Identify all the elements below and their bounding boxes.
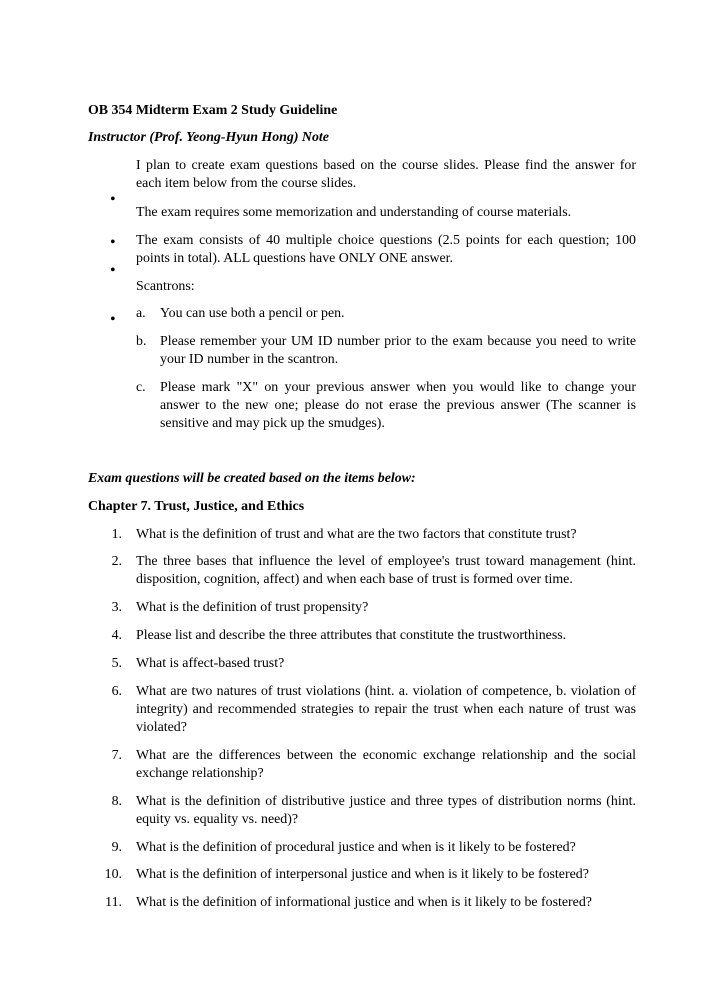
question-text: What is the definition of trust and what are the two factors that constitute trust? bbox=[136, 527, 577, 542]
question-number: 1. bbox=[111, 527, 122, 542]
note-item: The exam consists of 40 multiple choice questions (2.5 points for each question; 100 points in total). ALL questions have ONLY ONE answer. bbox=[136, 233, 636, 266]
question-number: 8. bbox=[111, 794, 122, 809]
question-text: What is the definition of interpersonal justice and when is it likely to be fostered? bbox=[136, 867, 589, 882]
question-number: 3. bbox=[111, 600, 122, 615]
question-text: What is the definition of procedural justice and when is it likely to be fostered? bbox=[136, 840, 576, 855]
document-title: OB 354 Midterm Exam 2 Study Guideline bbox=[88, 103, 338, 118]
note-item: The exam requires some memorization and understanding of course materials. bbox=[136, 205, 572, 220]
question-text: What is the definition of trust propensity? bbox=[136, 600, 369, 615]
question-text: Please list and describe the three attributes that constitute the trustworthiness. bbox=[136, 628, 567, 643]
question-number: 2. bbox=[111, 554, 122, 569]
instructor-note-heading: Instructor (Prof. Yeong-Hyun Hong) Note bbox=[88, 130, 329, 145]
scantron-item: Please remember your UM ID number prior to the exam because you need to write your ID number in the scantron. bbox=[160, 334, 636, 367]
question-text: What is the definition of distributive justice and three types of distribution norms (hint. equity vs. equality vs. need)? bbox=[136, 794, 636, 827]
note-item: I plan to create exam questions based on the course slides. Please find the answer for each item below from the course slides. bbox=[136, 158, 636, 191]
bullet-3: • bbox=[110, 262, 116, 279]
question-text: What is affect-based trust? bbox=[136, 656, 285, 671]
question-text: What is the definition of informational justice and when is it likely to be fostered? bbox=[136, 895, 592, 910]
scantron-item: Please mark "X" on your previous answer when you would like to change your answer to the new one; please do not erase the previous answer (The scanner is sensitive and may pick up the smudges). bbox=[160, 380, 636, 431]
question-text: What are the differences between the economic exchange relationship and the social exchange relationship? bbox=[136, 748, 636, 781]
question-number: 4. bbox=[111, 628, 122, 643]
question-number: 9. bbox=[111, 840, 122, 855]
question-number: 10. bbox=[104, 867, 122, 882]
question-number: 5. bbox=[111, 656, 122, 671]
scantron-marker: a. bbox=[136, 306, 146, 321]
chapter-heading: Chapter 7. Trust, Justice, and Ethics bbox=[88, 499, 305, 514]
scantron-marker: b. bbox=[136, 334, 147, 349]
question-number: 7. bbox=[111, 748, 122, 763]
note-item: Scantrons: bbox=[136, 279, 195, 294]
question-text: What are two natures of trust violations (hint. a. violation of competence, b. violation of integrity) and recommended strategies to repair the trust when each nature of trust was violated? bbox=[136, 684, 636, 735]
question-text: The three bases that influence the level of employee's trust toward management (hint. disposition, cognition, affect) and when each base of trust is formed over time. bbox=[136, 554, 636, 587]
questions-intro-heading: Exam questions will be created based on the items below: bbox=[88, 471, 416, 486]
question-number: 6. bbox=[111, 684, 122, 699]
bullet-2: • bbox=[110, 234, 116, 251]
bullet-4: • bbox=[110, 311, 116, 328]
scantron-item: You can use both a pencil or pen. bbox=[160, 306, 345, 321]
scantron-marker: c. bbox=[136, 380, 146, 395]
bullet-1: • bbox=[110, 191, 116, 208]
question-number: 11. bbox=[105, 895, 122, 910]
